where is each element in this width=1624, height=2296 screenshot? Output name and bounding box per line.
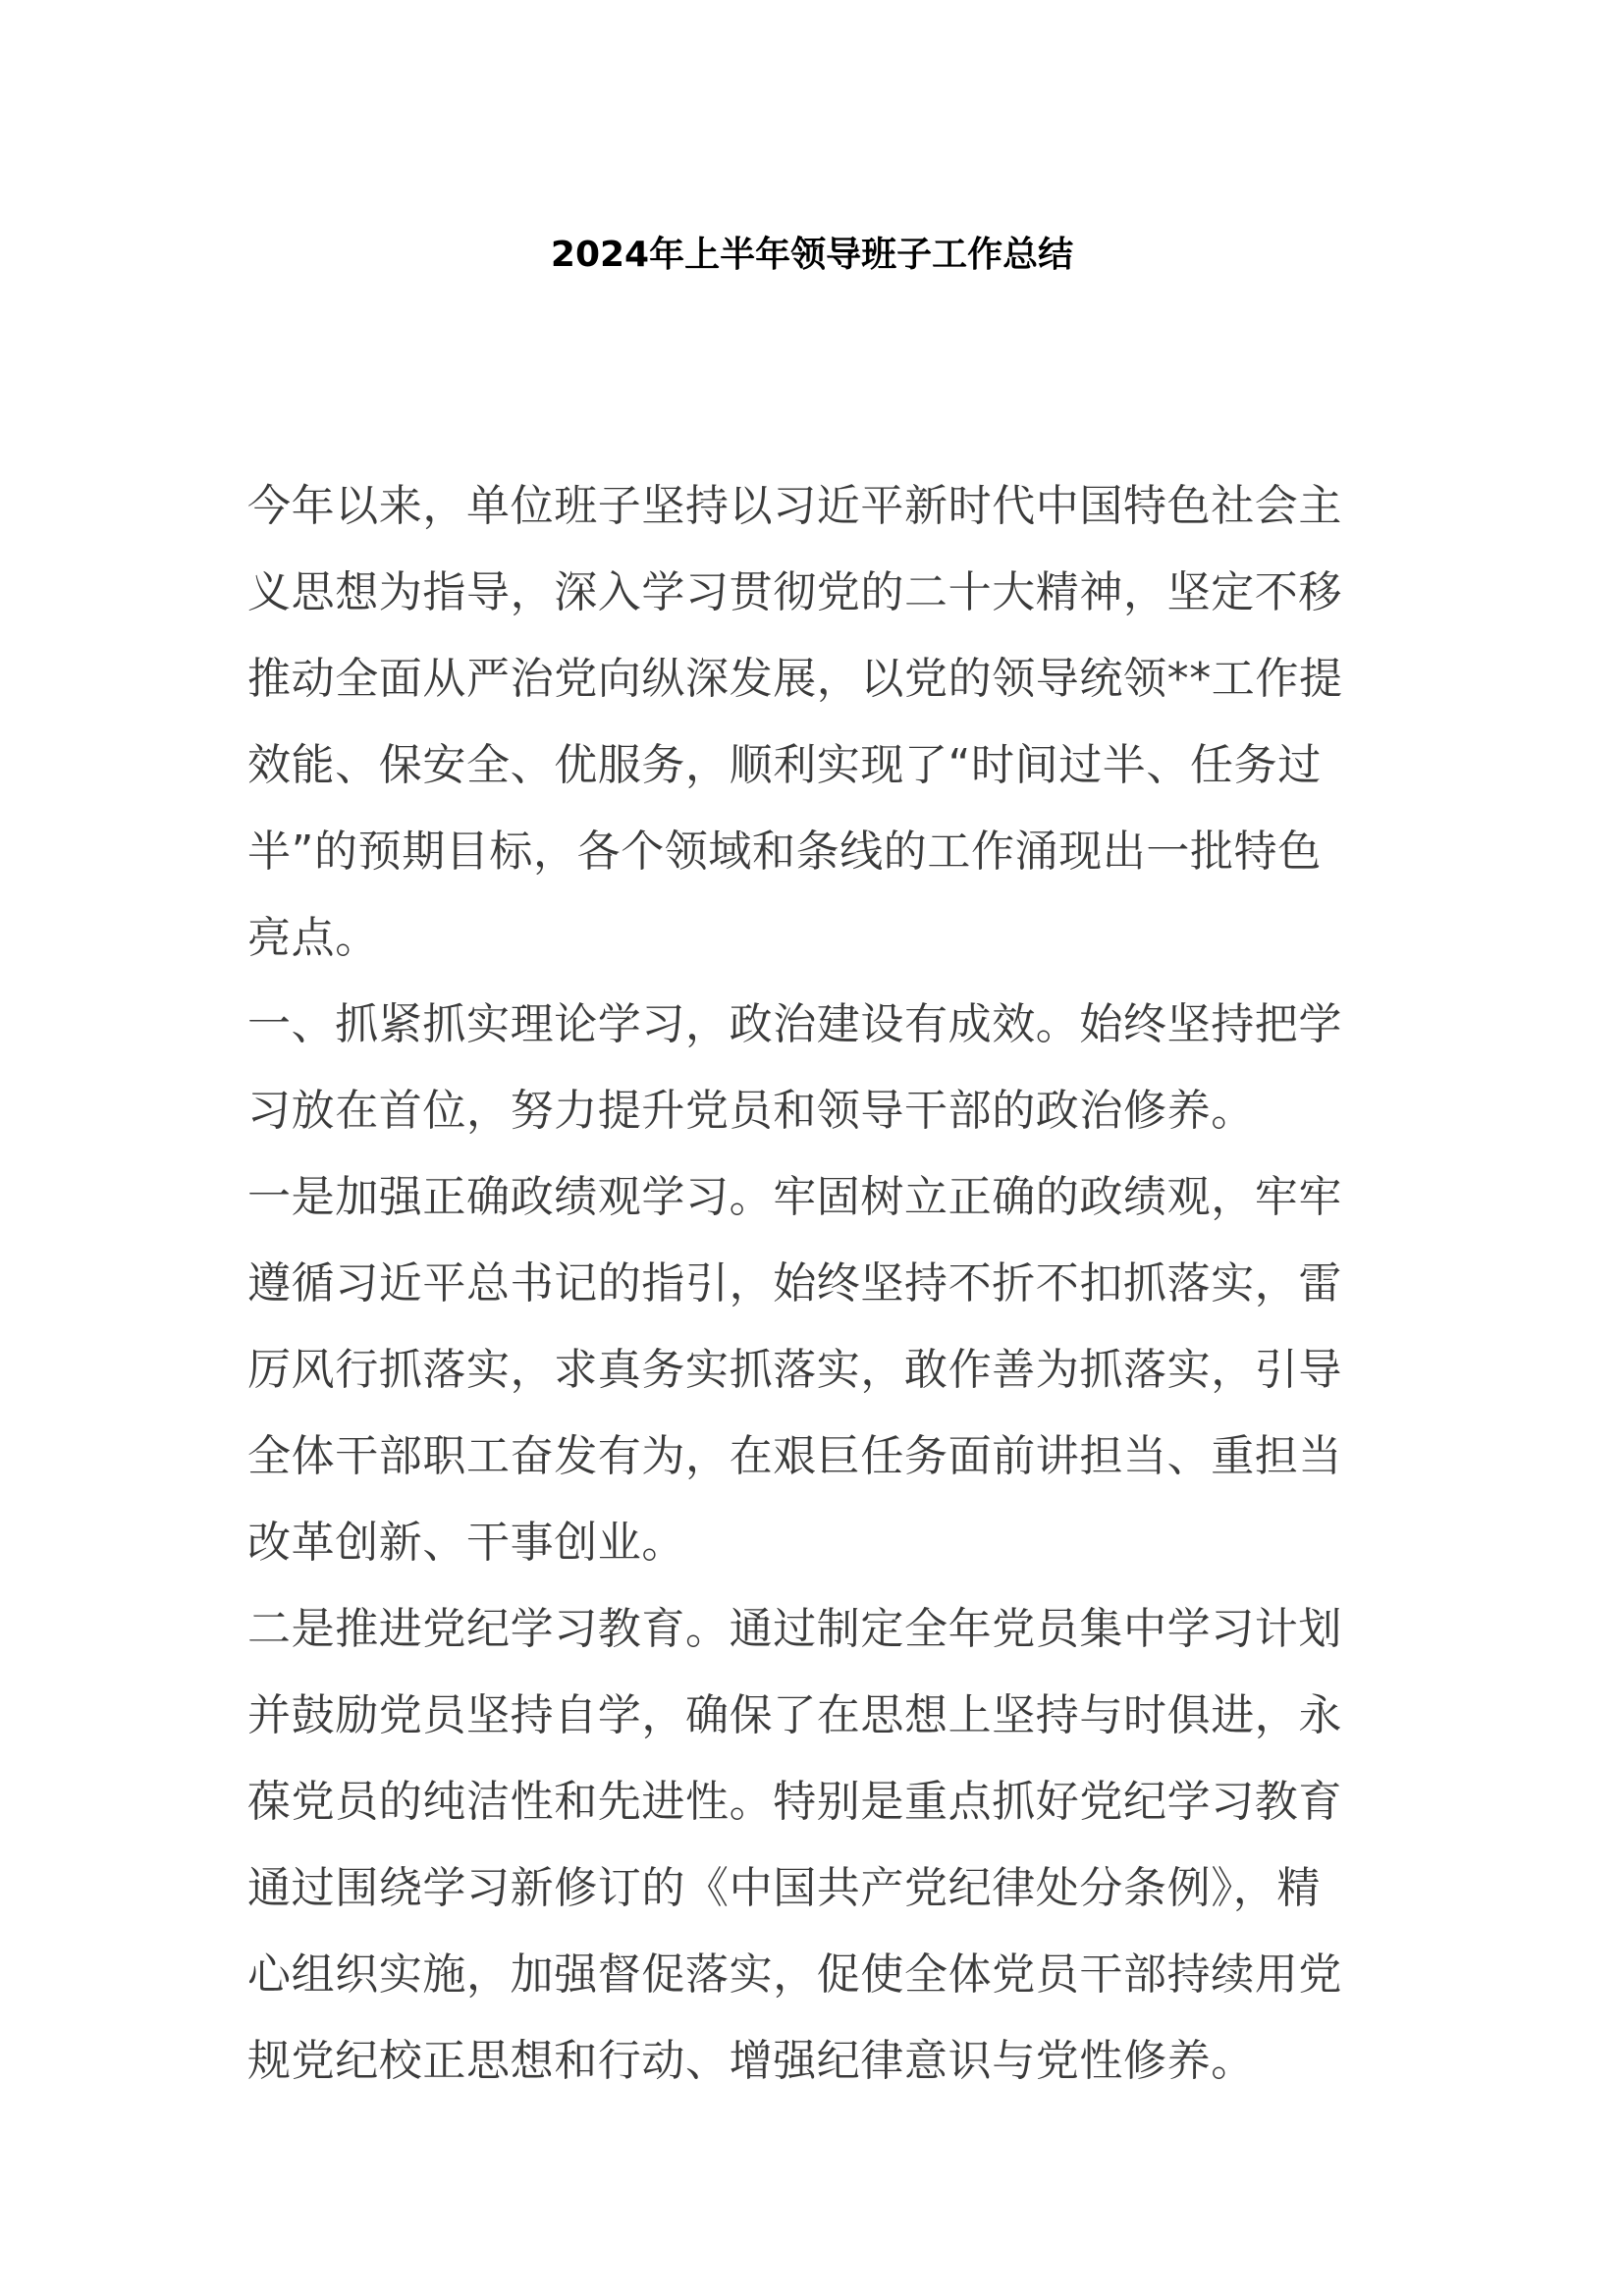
text-line: 遵循习近平总书记的指引，始终坚持不折不扣抓落实，雷 [247, 1258, 1342, 1308]
text-line: 二是推进党纪学习教育。通过制定全年党员集中学习计划 [247, 1604, 1342, 1654]
paragraph-intro [247, 463, 1396, 982]
text-line: 今年以来，单位班子坚持以习近平新时代中国特色社会主 [247, 481, 1342, 531]
document-title: 2024年上半年领导班子工作总结 [550, 235, 1074, 275]
text-line: 效能、保安全、优服务，顺利实现了“时间过半、任务过 [247, 740, 1322, 790]
section-heading-1 [247, 982, 1396, 1154]
text-line: 全体干部职工奋发有为，在艰巨任务面前讲担当、重担当 [247, 1431, 1342, 1481]
document-body [247, 463, 1396, 2105]
text-line: 义思想为指导，深入学习贯彻党的二十大精神，坚定不移 [247, 567, 1342, 617]
text-line: 一、抓紧抓实理论学习，政治建设有成效。始终坚持把学 [247, 999, 1342, 1049]
text-line: 通过围绕学习新修订的《中国共产党纪律处分条例》，精 [247, 1863, 1321, 1913]
text-line: 厉风行抓落实，求真务实抓落实，敢作善为抓落实，引导 [247, 1345, 1342, 1395]
text-line: 亮点。 [247, 913, 379, 963]
text-line: 推动全面从严治党向纵深发展，以党的领导统领**工作提 [247, 654, 1343, 704]
text-line: 规党纪校正思想和行动、增强纪律意识与党性修养。 [247, 2036, 1255, 2086]
text-line: 葆党员的纯洁性和先进性。特别是重点抓好党纪学习教育 [247, 1777, 1342, 1827]
text-line: 改革创新、干事创业。 [247, 1518, 685, 1568]
text-line: 习放在首位，努力提升党员和领导干部的政治修养。 [247, 1086, 1255, 1136]
paragraph-item-2 [247, 1586, 1396, 2105]
text-line: 心组织实施，加强督促落实，促使全体党员干部持续用党 [247, 1949, 1342, 2000]
paragraph-item-1 [247, 1154, 1396, 1586]
text-line: 并鼓励党员坚持自学，确保了在思想上坚持与时俱进，永 [247, 1690, 1342, 1740]
text-line: 半”的预期目标，各个领域和条线的工作涌现出一批特色 [247, 827, 1322, 877]
text-line: 一是加强正确政绩观学习。牢固树立正确的政绩观，牢牢 [247, 1172, 1342, 1222]
